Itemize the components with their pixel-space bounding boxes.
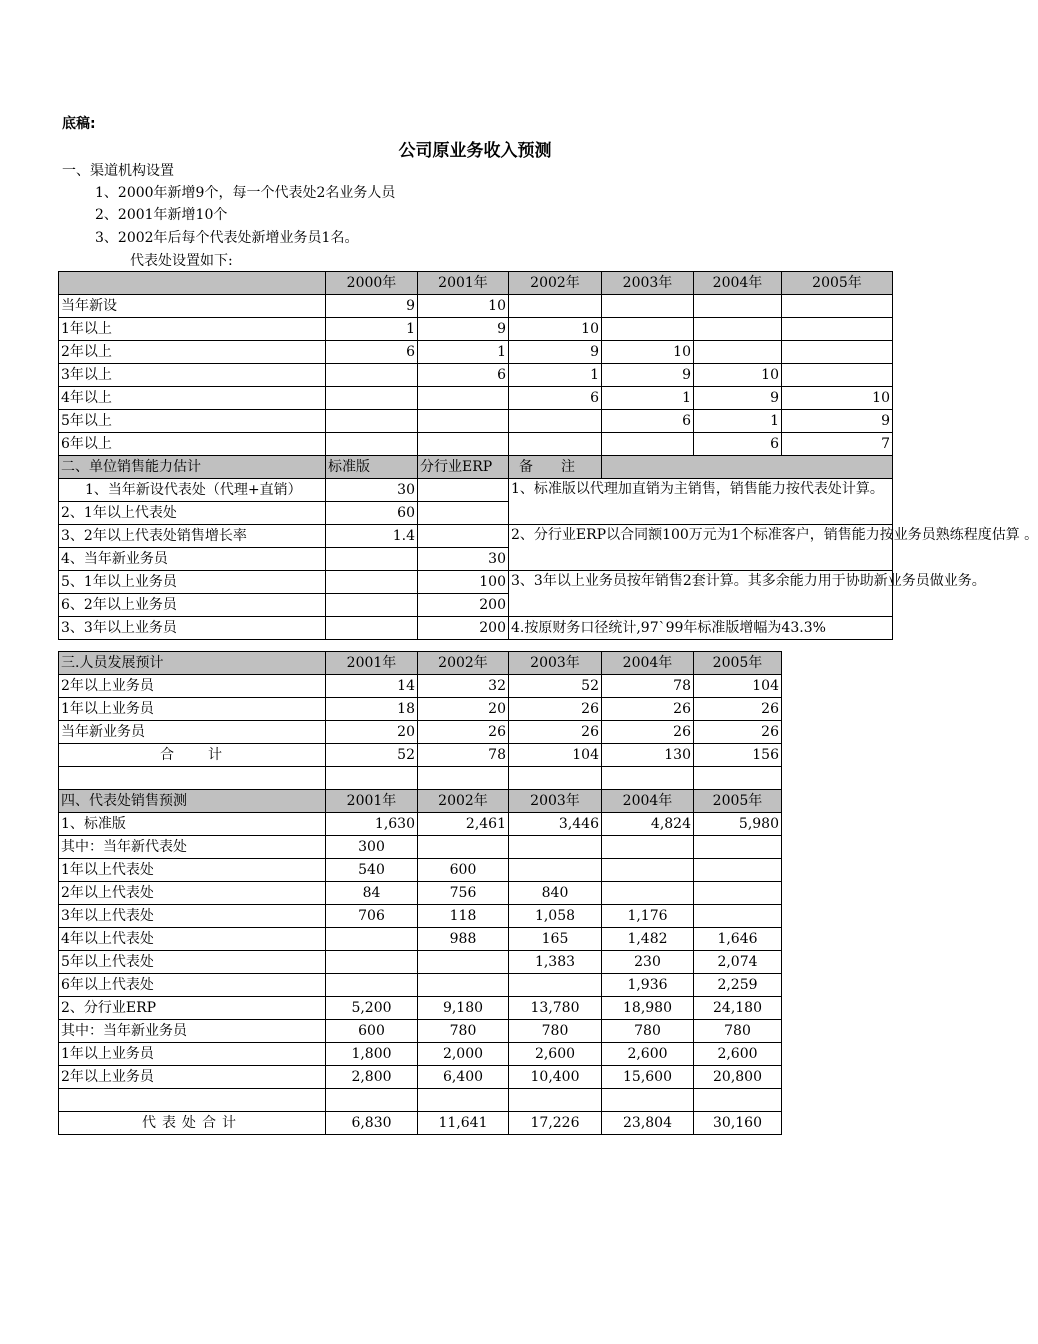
cell: 780 [602, 1020, 694, 1043]
cell: 1,800 [326, 1043, 418, 1066]
table-row [59, 571, 893, 594]
table-row [59, 387, 893, 410]
cell: 780 [509, 1020, 602, 1043]
cell: 15,600 [602, 1066, 694, 1089]
cell: 9 [782, 410, 893, 433]
office-setup-table [58, 271, 1038, 640]
cell: 2,000 [418, 1043, 509, 1066]
cell: 756 [418, 882, 509, 905]
year-header: 2003年 [509, 790, 602, 813]
cell [326, 364, 418, 387]
cell [418, 502, 509, 525]
cell [602, 767, 694, 790]
total-label: 合 计 [59, 744, 326, 767]
table-row [59, 997, 782, 1020]
year-header: 2002年 [418, 790, 509, 813]
cell: 10 [509, 318, 602, 341]
cell [326, 387, 418, 410]
cell: 165 [509, 928, 602, 951]
row-label: 6年以上 [59, 433, 326, 456]
cell [694, 318, 782, 341]
table-row [59, 364, 893, 387]
header-cell [602, 456, 893, 479]
cell [326, 571, 418, 594]
row-label: 1年以上代表处 [59, 859, 326, 882]
table-row [59, 318, 893, 341]
table-row [59, 905, 782, 928]
cell [509, 836, 602, 859]
cell: 26 [694, 698, 782, 721]
cell: 30 [418, 548, 509, 571]
cell: 2,600 [694, 1043, 782, 1066]
cell: 9 [418, 318, 509, 341]
cell: 26 [418, 721, 509, 744]
cell: 9 [694, 387, 782, 410]
cell [602, 433, 694, 456]
note-column-header: 备 注 [509, 456, 602, 479]
cell: 2,800 [326, 1066, 418, 1089]
cell: 1 [418, 341, 509, 364]
cell: 2,600 [602, 1043, 694, 1066]
spacer-row [59, 767, 782, 790]
cell: 600 [418, 859, 509, 882]
table-row [59, 813, 782, 836]
std-label: 1、标准版 [59, 813, 326, 836]
cell: 17,226 [509, 1112, 602, 1135]
cell: 104 [509, 744, 602, 767]
cell: 26 [602, 721, 694, 744]
cell: 6,400 [418, 1066, 509, 1089]
cell: 10,400 [509, 1066, 602, 1089]
cell: 20 [326, 721, 418, 744]
year-header: 2005年 [694, 790, 782, 813]
total-row [59, 1112, 782, 1135]
table-header-row [59, 272, 893, 295]
cell: 78 [602, 675, 694, 698]
section3-header-row [59, 652, 782, 675]
row-label: 当年新设 [59, 295, 326, 318]
cell [326, 617, 418, 640]
table-row [59, 859, 782, 882]
cell: 2,074 [694, 951, 782, 974]
cell [694, 836, 782, 859]
cell: 1,383 [509, 951, 602, 974]
year-header: 2004年 [694, 272, 782, 295]
cell [418, 836, 509, 859]
cell: 26 [694, 721, 782, 744]
year-header: 2002年 [418, 652, 509, 675]
table-row [59, 410, 893, 433]
row-label: 3、3年以上业务员 [59, 617, 326, 640]
cell: 30 [326, 479, 418, 502]
cell: 9 [509, 341, 602, 364]
cell [418, 410, 509, 433]
cell: 20 [418, 698, 509, 721]
cell: 118 [418, 905, 509, 928]
row-label: 其中：当年新业务员 [59, 1020, 326, 1043]
section2-header-row [59, 456, 893, 479]
table-row [59, 744, 782, 767]
row-label: 其中：当年新代表处 [59, 836, 326, 859]
cell: 200 [418, 617, 509, 640]
cell: 706 [326, 905, 418, 928]
row-label: 当年新业务员 [59, 721, 326, 744]
cell: 10 [782, 387, 893, 410]
cell: 1 [602, 387, 694, 410]
cell: 11,641 [418, 1112, 509, 1135]
cell: 30,160 [694, 1112, 782, 1135]
forecast-table [58, 651, 782, 1135]
row-label: 1年以上业务员 [59, 1043, 326, 1066]
cell [418, 433, 509, 456]
cell: 23,804 [602, 1112, 694, 1135]
table-row [59, 698, 782, 721]
table-row [59, 836, 782, 859]
table-row [59, 295, 893, 318]
row-label: 3年以上 [59, 364, 326, 387]
row-label: 4年以上 [59, 387, 326, 410]
draft-label: 底稿: [62, 116, 96, 132]
cell: 104 [694, 675, 782, 698]
cell: 780 [418, 1020, 509, 1043]
row-label: 2年以上 [59, 341, 326, 364]
table-row [59, 525, 893, 548]
cell: 1,482 [602, 928, 694, 951]
cell: 3,446 [509, 813, 602, 836]
cell [509, 767, 602, 790]
table-row [59, 433, 893, 456]
cell [59, 767, 326, 790]
cell [326, 548, 418, 571]
cell: 780 [694, 1020, 782, 1043]
note-2: 2、分行业ERP以合同额100万元为1个标准客户，销售能力按业务员熟练程度估算 。 [509, 525, 893, 571]
cell [418, 951, 509, 974]
cell: 600 [326, 1020, 418, 1043]
cell: 10 [694, 364, 782, 387]
year-header: 2000年 [326, 272, 418, 295]
cell: 6 [326, 341, 418, 364]
cell: 1,630 [326, 813, 418, 836]
table-row [59, 882, 782, 905]
cell: 156 [694, 744, 782, 767]
cell [602, 859, 694, 882]
cell: 24,180 [694, 997, 782, 1020]
cell: 840 [509, 882, 602, 905]
section1-item: 2、2001年新增10个 [95, 207, 228, 223]
year-header: 2005年 [782, 272, 893, 295]
row-label: 5年以上 [59, 410, 326, 433]
row-label: 1年以上 [59, 318, 326, 341]
section1-item: 1、2000年新增9个，每一个代表处2名业务人员 [95, 185, 396, 201]
section1-heading: 一、渠道机构设置 [62, 163, 174, 179]
cell: 7 [782, 433, 893, 456]
cell [509, 410, 602, 433]
cell: 2,259 [694, 974, 782, 997]
erp-column-header: 分行业ERP [418, 456, 509, 479]
cell [602, 1089, 694, 1112]
year-header: 2004年 [602, 790, 694, 813]
cell [326, 410, 418, 433]
year-header: 2002年 [509, 272, 602, 295]
row-label: 4、当年新业务员 [59, 548, 326, 571]
grand-total-label: 代表处合计 [59, 1112, 326, 1135]
cell: 78 [418, 744, 509, 767]
year-header: 2001年 [326, 652, 418, 675]
cell [418, 1089, 509, 1112]
cell: 26 [509, 698, 602, 721]
cell: 52 [509, 675, 602, 698]
table-row [59, 928, 782, 951]
cell [694, 882, 782, 905]
cell [326, 594, 418, 617]
note-1: 1、标准版以代理加直销为主销售，销售能力按代表处计算。 [509, 479, 893, 525]
cell [326, 433, 418, 456]
cell [602, 836, 694, 859]
cell [418, 525, 509, 548]
cell: 9 [602, 364, 694, 387]
table-row [59, 675, 782, 698]
cell: 230 [602, 951, 694, 974]
cell: 6,830 [326, 1112, 418, 1135]
year-header: 2004年 [602, 652, 694, 675]
cell: 10 [418, 295, 509, 318]
table-row [59, 479, 893, 502]
row-label: 5年以上代表处 [59, 951, 326, 974]
section4-heading: 四、代表处销售预测 [59, 790, 326, 813]
cell: 6 [509, 387, 602, 410]
row-label: 2年以上业务员 [59, 675, 326, 698]
cell [602, 318, 694, 341]
row-label: 1、当年新设代表处（代理+直销） [59, 479, 326, 502]
section4-header-row [59, 790, 782, 813]
cell [59, 1089, 326, 1112]
table-row [59, 617, 893, 640]
header-cell [59, 272, 326, 295]
erp-label: 2、分行业ERP [59, 997, 326, 1020]
cell [326, 974, 418, 997]
cell: 6 [418, 364, 509, 387]
cell: 6 [694, 433, 782, 456]
row-label: 1年以上业务员 [59, 698, 326, 721]
section1-item: 3、2002年后每个代表处新增业务员1名。 [95, 230, 359, 246]
note-4: 4.按原财务口径统计,97`99年标准版增幅为43.3% [509, 617, 893, 640]
year-header: 2003年 [602, 272, 694, 295]
cell: 9 [326, 295, 418, 318]
year-header: 2001年 [326, 790, 418, 813]
row-label: 6年以上代表处 [59, 974, 326, 997]
cell [326, 767, 418, 790]
cell [694, 1089, 782, 1112]
cell: 26 [602, 698, 694, 721]
cell [509, 974, 602, 997]
cell: 100 [418, 571, 509, 594]
table-row [59, 974, 782, 997]
section3-heading: 三.人员发展预计 [59, 652, 326, 675]
cell: 52 [326, 744, 418, 767]
cell: 84 [326, 882, 418, 905]
cell: 32 [418, 675, 509, 698]
cell: 1,058 [509, 905, 602, 928]
cell [418, 974, 509, 997]
cell: 18 [326, 698, 418, 721]
row-label: 6、2年以上业务员 [59, 594, 326, 617]
cell: 1 [326, 318, 418, 341]
cell: 18,980 [602, 997, 694, 1020]
section2-heading: 二、单位销售能力估计 [59, 456, 326, 479]
cell [694, 905, 782, 928]
cell: 20,800 [694, 1066, 782, 1089]
table-row [59, 951, 782, 974]
note-3: 3、3年以上业务员按年销售2套计算。其多余能力用于协助新业务员做业务。 [509, 571, 893, 617]
cell: 10 [602, 341, 694, 364]
cell [694, 295, 782, 318]
cell [602, 295, 694, 318]
cell [782, 295, 893, 318]
cell [509, 295, 602, 318]
row-label: 2、1年以上代表处 [59, 502, 326, 525]
cell: 6 [602, 410, 694, 433]
cell [782, 341, 893, 364]
section1-caption: 代表处设置如下: [130, 253, 233, 269]
cell [418, 767, 509, 790]
row-label: 5、1年以上业务员 [59, 571, 326, 594]
cell: 13,780 [509, 997, 602, 1020]
cell: 130 [602, 744, 694, 767]
cell: 2,461 [418, 813, 509, 836]
row-label: 2年以上代表处 [59, 882, 326, 905]
page-title: 公司原业务收入预测 [398, 141, 552, 161]
std-column-header: 标准版 [326, 456, 418, 479]
cell: 1,646 [694, 928, 782, 951]
cell: 4,824 [602, 813, 694, 836]
cell: 2,600 [509, 1043, 602, 1066]
cell: 14 [326, 675, 418, 698]
cell: 200 [418, 594, 509, 617]
table-row [59, 1066, 782, 1089]
row-label: 3年以上代表处 [59, 905, 326, 928]
row-label: 4年以上代表处 [59, 928, 326, 951]
table-row [59, 341, 893, 364]
cell [782, 364, 893, 387]
cell [602, 882, 694, 905]
cell [694, 341, 782, 364]
cell: 5,200 [326, 997, 418, 1020]
row-label: 2年以上业务员 [59, 1066, 326, 1089]
cell: 26 [509, 721, 602, 744]
year-header: 2003年 [509, 652, 602, 675]
cell [694, 859, 782, 882]
cell: 9,180 [418, 997, 509, 1020]
spacer-row [59, 1089, 782, 1112]
cell [509, 859, 602, 882]
table-row [59, 1020, 782, 1043]
cell [418, 479, 509, 502]
table-row [59, 721, 782, 744]
cell: 988 [418, 928, 509, 951]
cell: 300 [326, 836, 418, 859]
cell: 60 [326, 502, 418, 525]
cell [326, 1089, 418, 1112]
cell: 1.4 [326, 525, 418, 548]
cell: 5,980 [694, 813, 782, 836]
cell: 1 [694, 410, 782, 433]
row-label: 3、2年以上代表处销售增长率 [59, 525, 326, 548]
cell [509, 1089, 602, 1112]
cell [418, 387, 509, 410]
cell [782, 318, 893, 341]
cell: 1,176 [602, 905, 694, 928]
cell [326, 951, 418, 974]
cell: 540 [326, 859, 418, 882]
cell: 1,936 [602, 974, 694, 997]
year-header: 2001年 [418, 272, 509, 295]
table-row [59, 1043, 782, 1066]
cell [326, 928, 418, 951]
cell [509, 433, 602, 456]
cell: 1 [509, 364, 602, 387]
cell [694, 767, 782, 790]
year-header: 2005年 [694, 652, 782, 675]
